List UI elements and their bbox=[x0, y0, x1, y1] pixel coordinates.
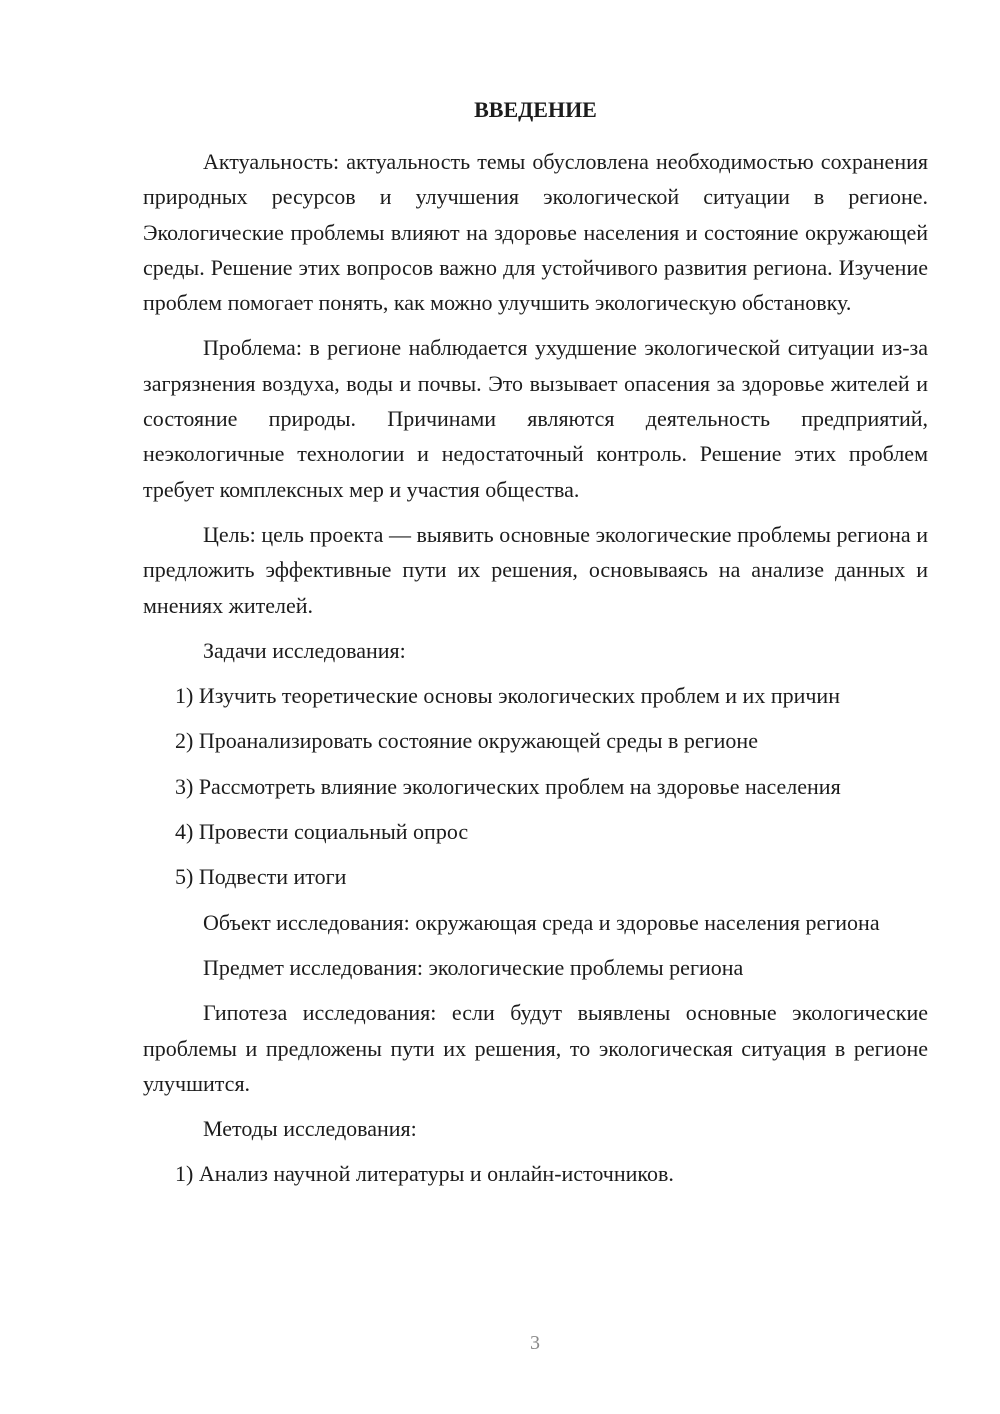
document-page bbox=[143, 92, 928, 1202]
subject-paragraph: Предмет исследования: экологические проблемы региона bbox=[203, 954, 744, 980]
list-item: 1) Изучить теоретические основы экологических проблем и их причин bbox=[175, 683, 840, 709]
hypothesis-paragraph: Гипотеза исследования: если будут выявлены основные экологические проблемы и предложены пути их решения, то экологическая ситуация в регионе улучшится. bbox=[143, 1000, 928, 1096]
page-number: 3 bbox=[530, 1332, 540, 1354]
list-item: 1) Анализ научной литературы и онлайн-источников. bbox=[175, 1161, 674, 1187]
problem-paragraph: Проблема: в регионе наблюдается ухудшение экологической ситуации из-за загрязнения воздуха, воды и почвы. Это вызывает опасения за здоровье жителей и состояние природы. Причинами являются деятельность предприятий, неэкологичные технологии и недостаточный контроль. Решение этих проблем требует комплексных мер и участия общества. bbox=[143, 335, 928, 502]
object-paragraph: Объект исследования: окружающая среда и здоровье населения региона bbox=[203, 909, 880, 935]
list-item: 5) Подвести итоги bbox=[175, 864, 347, 890]
relevance-paragraph: Актуальность: актуальность темы обусловлена необходимостью сохранения природных ресурсов и улучшения экологической ситуации в регионе. Экологические проблемы влияют на здоровье населения и состояние окружающей среды. Решение этих вопросов важно для устойчивого развития региона. Изучение проблем помогает понять, как можно улучшить экологическую обстановку. bbox=[143, 149, 928, 316]
page-title: ВВЕДЕНИЕ bbox=[474, 97, 597, 122]
tasks-heading: Задачи исследования: bbox=[203, 637, 406, 663]
list-item: 4) Провести социальный опрос bbox=[175, 819, 469, 845]
goal-paragraph: Цель: цель проекта — выявить основные экологические проблемы региона и предложить эффективные пути их решения, основываясь на анализе данных и мнениях жителей. bbox=[143, 521, 928, 618]
tasks-list bbox=[143, 678, 928, 894]
list-item: 3) Рассмотреть влияние экологических проблем на здоровье населения bbox=[175, 773, 841, 799]
methods-heading: Методы исследования: bbox=[203, 1116, 417, 1142]
list-item: 2) Проанализировать состояние окружающей среды в регионе bbox=[175, 728, 758, 754]
methods-list bbox=[143, 1156, 928, 1191]
